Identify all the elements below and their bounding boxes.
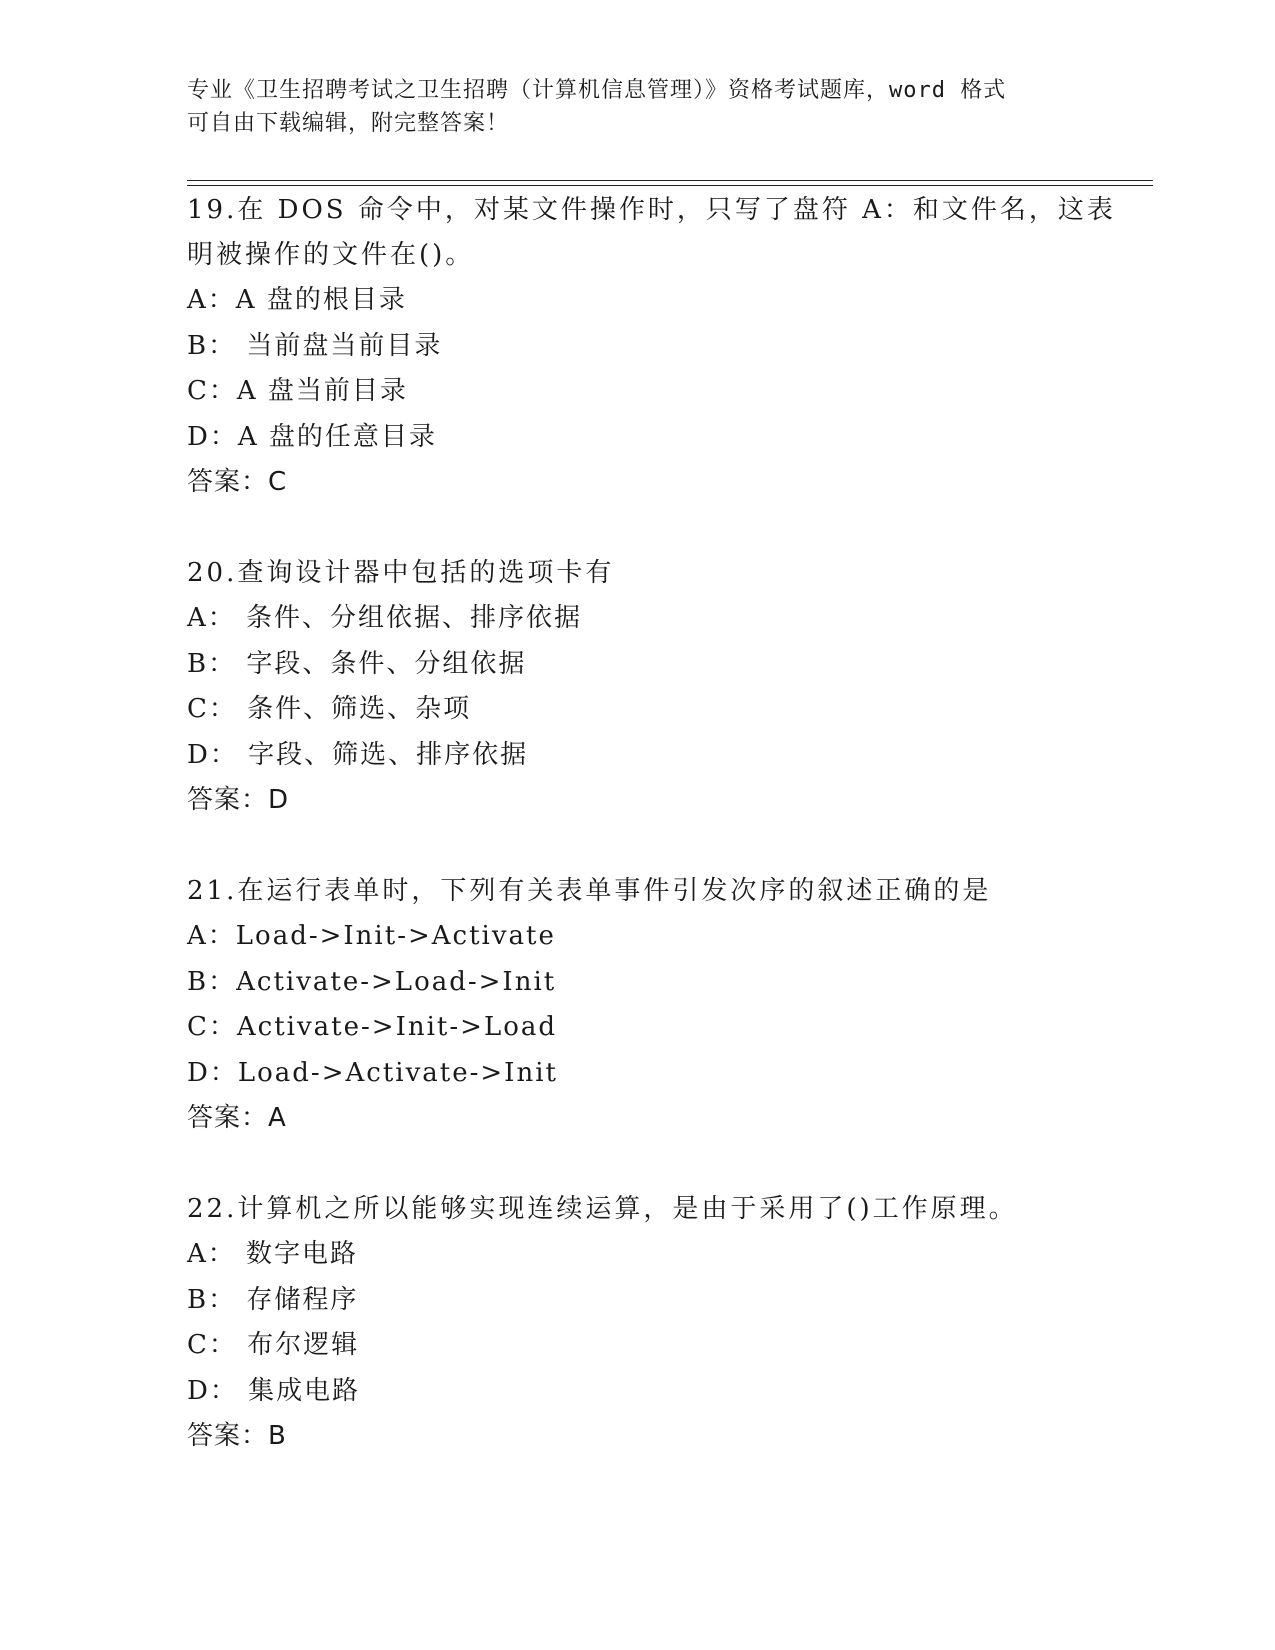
header-divider-bottom [187,185,1153,186]
option-d: D：Load->Activate->Init [187,1057,558,1088]
header-divider-top [187,180,1153,181]
question-stem: 19.在 DOS 命令中，对某文件操作时，只写了盘符 A：和文件名，这表 [187,195,1116,225]
option-a: A：A 盘的根目录 [187,285,407,315]
option-a: A：Load->Init->Activate [187,921,556,951]
answer: 答案：A [187,1103,287,1133]
question-22 [187,1187,1147,1459]
option-c: C： 布尔逻辑 [187,1330,360,1360]
question-stem: 21.在运行表单时，下列有关表单事件引发次序的叙述正确的是 [187,876,992,906]
question-stem: 20.查询设计器中包括的选项卡有 [187,558,615,588]
option-b: B： 当前盘当前目录 [187,330,443,361]
question-stem: 22.计算机之所以能够实现连续运算，是由于采用了()工作原理。 [187,1194,1018,1224]
question-21 [187,869,1147,1141]
document-header [187,74,1087,140]
question-20 [187,551,1147,823]
option-b: B： 字段、条件、分组依据 [187,648,527,679]
answer: 答案：D [187,785,290,815]
option-c: C：Activate->Init->Load [187,1012,558,1042]
option-b: B：Activate->Load->Init [187,966,557,997]
question-list [187,188,1147,1505]
question-stem-continued: 明被操作的文件在()。 [187,240,475,270]
answer: 答案：B [187,1421,287,1451]
option-d: D： 字段、筛选、排序依据 [187,739,529,770]
header-line-2: 可自由下载编辑，附完整答案！ [187,111,510,136]
option-a: A： 条件、分组依据、排序依据 [187,603,583,633]
option-c: C： 条件、筛选、杂项 [187,694,472,724]
answer: 答案：C [187,467,288,497]
option-b: B： 存储程序 [187,1284,359,1315]
option-a: A： 数字电路 [187,1239,359,1269]
option-d: D： 集成电路 [187,1375,361,1406]
header-line-1: 专业《卫生招聘考试之卫生招聘（计算机信息管理）》资格考试题库，word 格式 [187,78,1007,103]
option-c: C：A 盘当前目录 [187,376,408,406]
option-d: D：A 盘的任意目录 [187,421,437,452]
question-19 [187,188,1147,505]
